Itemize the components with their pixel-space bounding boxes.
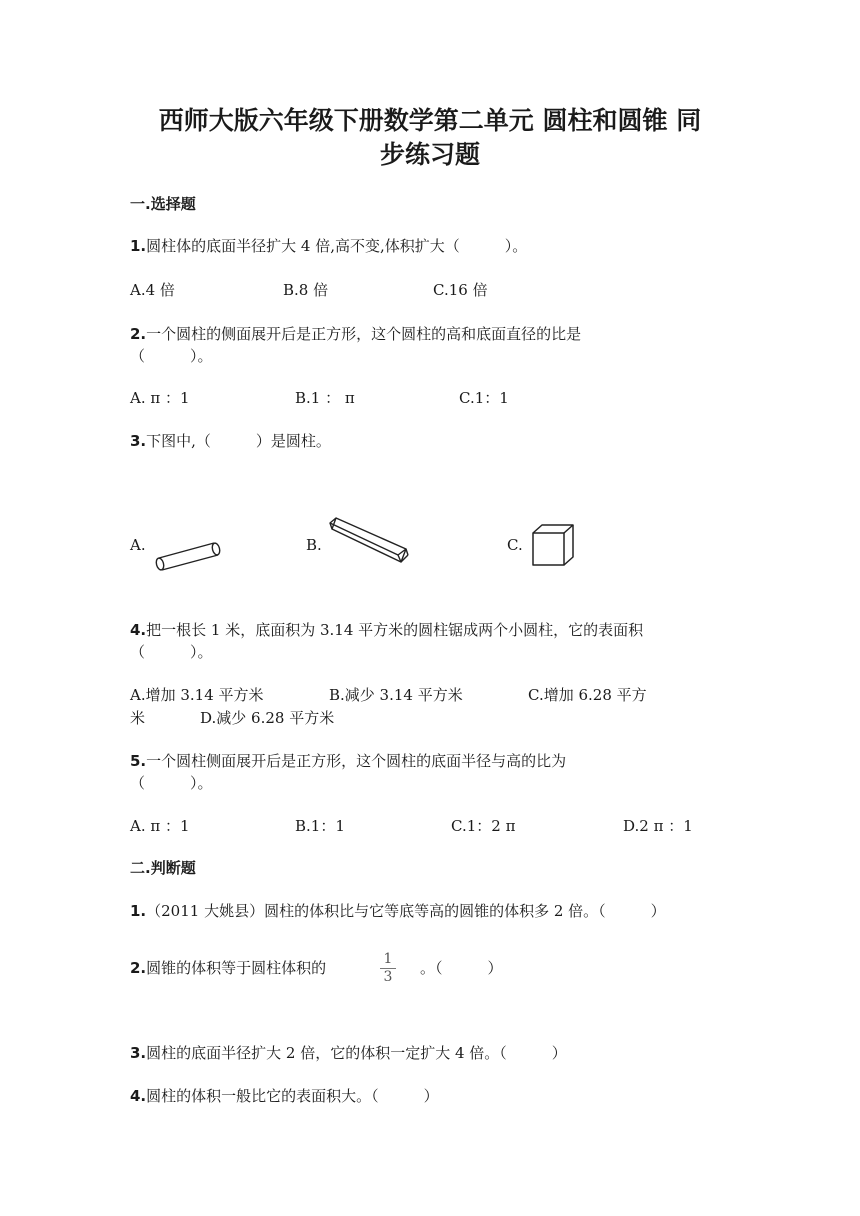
q5-option-a: A. π ：1 [130, 817, 190, 835]
question-1 [130, 236, 527, 256]
q3-option-c: C. [507, 536, 523, 554]
section-heading-judge: 二.判断题 [130, 859, 196, 877]
question-text: 圆锥的体积等于圆柱体积的 [146, 959, 327, 977]
question-number: 1. [130, 902, 147, 920]
page-title [120, 104, 740, 172]
question-number: 1. [130, 237, 147, 255]
question-4 [130, 620, 643, 640]
question-text: （2011 大姚县）圆柱的体积比与它等底等高的圆锥的体积多 2 倍。（ ） [146, 902, 666, 920]
fraction-denominator: 3 [383, 969, 393, 985]
question-number: 4. [130, 1087, 147, 1105]
q2-option-a: A. π ：1 [130, 389, 190, 407]
question-2-continued: （ ）。 [130, 347, 213, 365]
judge-2 [130, 958, 326, 978]
question-text: 圆柱体的底面半径扩大 4 倍,高不变,体积扩大（ ）。 [146, 237, 528, 255]
q5-option-c: C.1：2 π [451, 817, 516, 835]
judge-3 [130, 1043, 567, 1063]
question-number: 3. [130, 1044, 147, 1062]
triangular-prism-icon [326, 515, 412, 565]
q4-option-a: A.增加 3.14 平方米 [130, 686, 264, 704]
q4-option-b: B.减少 3.14 平方米 [329, 686, 463, 704]
judge-2-tail: 。（ ） [420, 959, 503, 977]
q4-option-c-continued: 米 [130, 709, 146, 727]
question-5 [130, 751, 566, 771]
q5-option-b: B.1：1 [295, 817, 345, 835]
question-text: 把一根长 1 米，底面积为 3.14 平方米的圆柱锯成两个小圆柱，它的表面积 [146, 621, 644, 639]
q3-option-b: B. [306, 536, 322, 554]
question-number: 4. [130, 621, 147, 639]
question-3 [130, 431, 331, 451]
q1-option-c: C.16 倍 [433, 281, 488, 299]
question-number: 3. [130, 432, 147, 450]
question-text: 一个圆柱的侧面展开后是正方形，这个圆柱的高和底面直径的比是 [146, 325, 582, 343]
question-number: 2. [130, 325, 147, 343]
cylinder-rod-icon [152, 540, 224, 572]
judge-4 [130, 1086, 439, 1106]
q1-option-a: A.4 倍 [130, 281, 175, 299]
question-number: 5. [130, 752, 147, 770]
judge-1 [130, 901, 666, 921]
question-text: 下图中,（ ）是圆柱。 [146, 432, 331, 450]
q2-option-c: C.1：1 [459, 389, 509, 407]
question-text: 圆柱的体积一般比它的表面积大。（ ） [146, 1087, 439, 1105]
fraction-numerator: 1 [383, 951, 393, 967]
title-line-1: 西师大版六年级下册数学第二单元 圆柱和圆锥 同 [158, 106, 702, 135]
cube-icon [530, 522, 576, 568]
q5-option-d: D.2 π ：1 [623, 817, 693, 835]
question-number: 2. [130, 959, 147, 977]
section-heading-choice: 一.选择题 [130, 195, 196, 213]
question-2 [130, 324, 581, 344]
question-text: 圆柱的底面半径扩大 2 倍，它的体积一定扩大 4 倍。（ ） [146, 1044, 567, 1062]
question-5-continued: （ ）。 [130, 774, 213, 792]
q2-option-b: B.1 ： π [295, 389, 355, 407]
q3-option-a: A. [130, 536, 146, 554]
q4-option-c: C.增加 6.28 平方 [528, 686, 647, 704]
q4-option-d: D.减少 6.28 平方米 [200, 709, 335, 727]
question-text: 一个圆柱侧面展开后是正方形，这个圆柱的底面半径与高的比为 [146, 752, 567, 770]
title-line-2: 步练习题 [379, 140, 480, 169]
q1-option-b: B.8 倍 [283, 281, 329, 299]
fraction-one-third [378, 952, 398, 985]
question-4-continued: （ ）。 [130, 643, 213, 661]
